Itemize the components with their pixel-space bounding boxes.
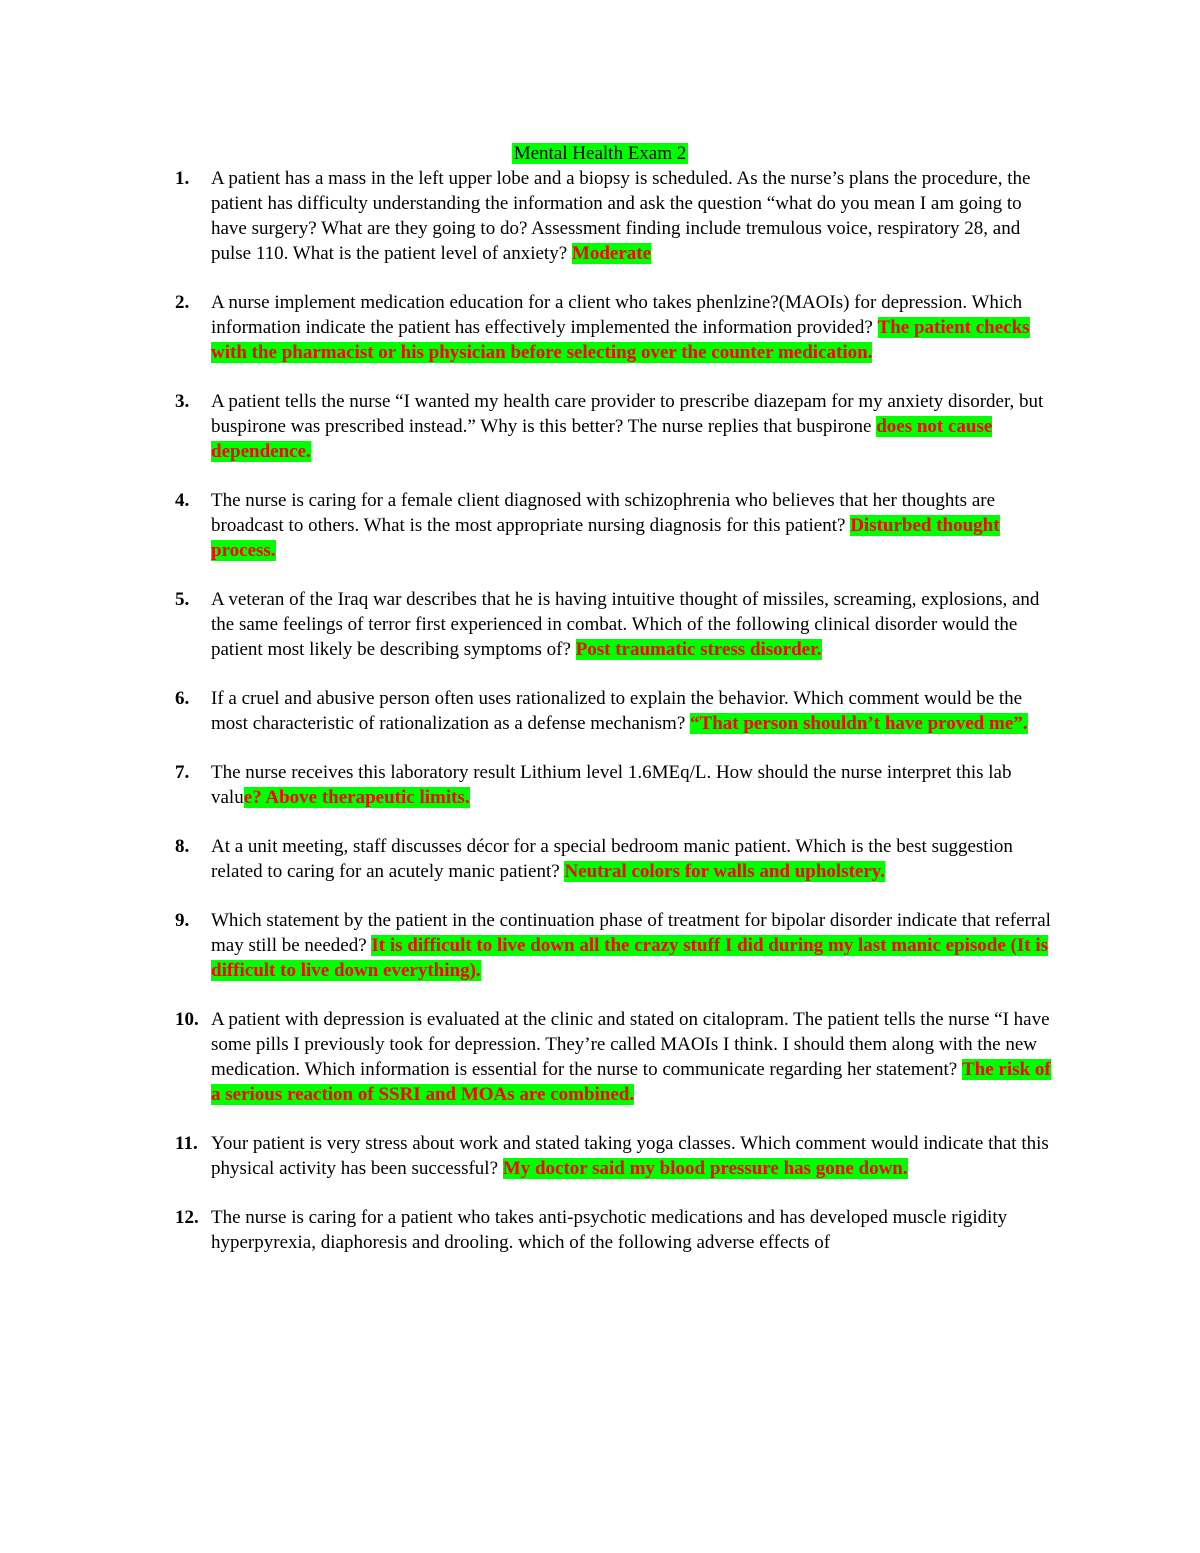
question-item xyxy=(0,908,1200,983)
question-item xyxy=(0,1007,1200,1107)
question-item xyxy=(0,488,1200,563)
question-body xyxy=(211,1007,1061,1107)
question-body xyxy=(211,1205,1061,1255)
question-number: 12. xyxy=(175,1207,199,1228)
question-text: A patient with depression is evaluated at the clinic and stated on citalopram. The patient tells the nurse “I have some pills I previously took for depression. They’re called MAOIs I think. I should them along with the new medication. Which information is essential for the nurse to communicate regarding her statement? xyxy=(211,1009,1050,1080)
question-body xyxy=(211,290,1061,365)
answer-text: It is difficult to live down all the crazy stuff I did during my last manic episode (It is difficult to live down everything). xyxy=(211,935,1049,981)
question-text: Your patient is very stress about work and stated taking yoga classes. Which comment would indicate that this physical activity has been successful? xyxy=(211,1133,1049,1179)
question-number: 6. xyxy=(175,688,190,709)
question-body xyxy=(211,166,1061,266)
question-body xyxy=(211,908,1061,983)
question-text: At a unit meeting, staff discusses décor for a special bedroom manic patient. Which is the best suggestion related to caring for an acutely manic patient? xyxy=(211,836,1013,882)
document-title: Mental Health Exam 2 xyxy=(513,143,687,164)
question-item xyxy=(0,686,1200,736)
question-body xyxy=(211,1131,1061,1181)
answer-text: The risk of a serious reaction of SSRI and MOAs are combined. xyxy=(211,1059,1051,1105)
answer-text: Disturbed thought process. xyxy=(211,515,1000,561)
question-item xyxy=(0,166,1200,266)
question-number: 2. xyxy=(175,292,190,313)
question-body xyxy=(211,389,1061,464)
question-item xyxy=(0,587,1200,662)
question-item xyxy=(0,760,1200,810)
question-text: A patient has a mass in the left upper lobe and a biopsy is scheduled. As the nurse’s plans the procedure, the patient has difficulty understanding the information and ask the question “what do you mean I am going to have surgery? What are they going to do? Assessment finding include tremulous voice, respiratory 28, and pulse 110. What is the patient level of anxiety? xyxy=(211,168,1031,264)
answer-text: does not cause dependence. xyxy=(211,416,993,462)
answer-text: Post traumatic stress disorder. xyxy=(575,639,822,660)
answer-text: Moderate xyxy=(571,243,652,264)
question-number: 8. xyxy=(175,836,190,857)
answer-text: e? Above therapeutic limits. xyxy=(243,787,470,808)
question-text: The nurse receives this laboratory result Lithium level 1.6MEq/L. How should the nurse interpret this lab valu xyxy=(211,762,1012,808)
question-number: 10. xyxy=(175,1009,199,1030)
question-text: The nurse is caring for a patient who takes anti-psychotic medications and has developed muscle rigidity hyperpyrexia, diaphoresis and drooling. which of the following adverse effects of xyxy=(211,1207,1008,1253)
question-number: 4. xyxy=(175,490,190,511)
question-item xyxy=(0,290,1200,365)
question-item xyxy=(0,389,1200,464)
question-text: Which statement by the patient in the continuation phase of treatment for bipolar disorder indicate that referral may still be needed? xyxy=(211,910,1051,956)
question-text: A patient tells the nurse “I wanted my health care provider to prescribe diazepam for my anxiety disorder, but buspirone was prescribed instead.” Why is this better? The nurse replies that buspirone xyxy=(211,391,1044,437)
question-number: 11. xyxy=(175,1133,198,1154)
answer-text: The patient checks with the pharmacist or his physician before selecting over the counter medication. xyxy=(211,317,1030,363)
question-list xyxy=(0,166,1200,1279)
question-text: If a cruel and abusive person often uses rationalized to explain the behavior. Which comment would be the most characteristic of rationalization as a defense mechanism? xyxy=(211,688,1023,734)
question-item xyxy=(0,1131,1200,1181)
question-body xyxy=(211,686,1061,736)
answer-text: My doctor said my blood pressure has gone down. xyxy=(502,1158,908,1179)
question-text: The nurse is caring for a female client diagnosed with schizophrenia who believes that her thoughts are broadcast to others. What is the most appropriate nursing diagnosis for this patient? xyxy=(211,490,996,536)
question-body xyxy=(211,834,1061,884)
title-container xyxy=(0,141,1200,166)
question-body xyxy=(211,587,1061,662)
question-number: 7. xyxy=(175,762,190,783)
question-text: A veteran of the Iraq war describes that he is having intuitive thought of missiles, screaming, explosions, and the same feelings of terror first experienced in combat. Which of the following clinical disorder would the patient most likely be describing symptoms of? xyxy=(211,589,1040,660)
answer-text: “That person shouldn’t have proved me”. xyxy=(690,713,1028,734)
question-body xyxy=(211,488,1061,563)
question-number: 9. xyxy=(175,910,190,931)
question-number: 3. xyxy=(175,391,190,412)
question-item xyxy=(0,834,1200,884)
question-item xyxy=(0,1205,1200,1255)
question-number: 1. xyxy=(175,168,190,189)
answer-text: Neutral colors for walls and upholstery. xyxy=(564,861,885,882)
question-text: A nurse implement medication education for a client who takes phenlzine?(MAOIs) for depression. Which information indicate the patient has effectively implemented the information provided? xyxy=(211,292,1023,338)
question-number: 5. xyxy=(175,589,190,610)
question-body xyxy=(211,760,1061,810)
